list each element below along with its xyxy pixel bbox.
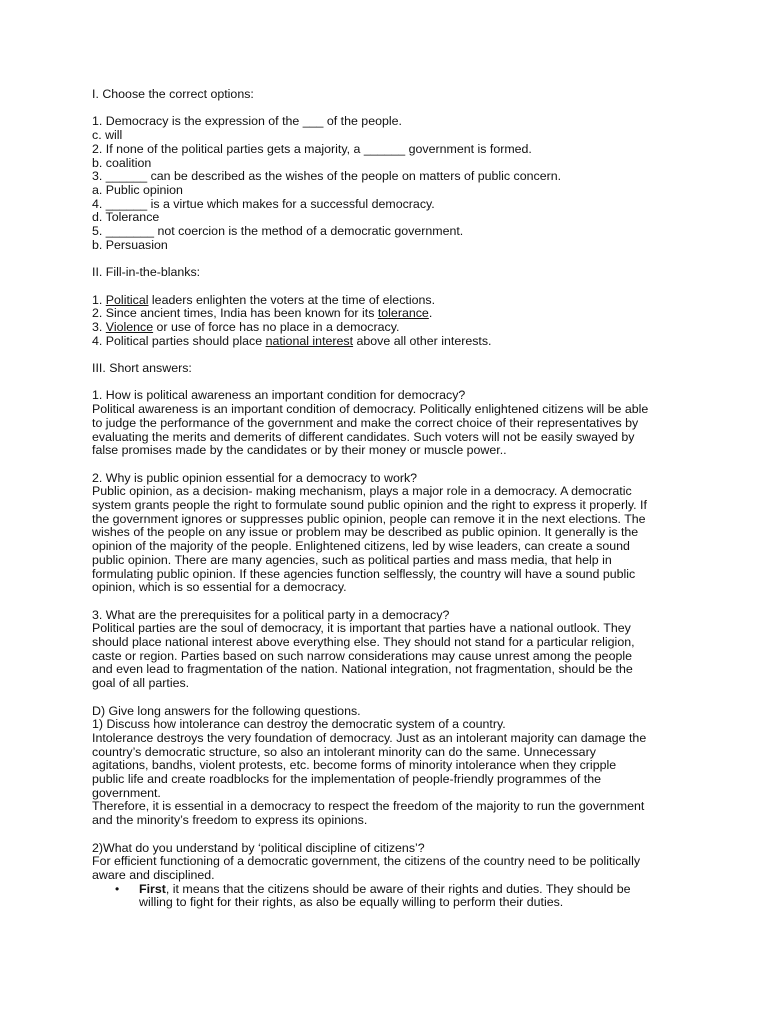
short-question-2: 2. Why is public opinion essential for a democracy to work? xyxy=(92,470,418,485)
answer-line: Political awareness is an important condition of democracy. Politically enlightened citizens will be able xyxy=(92,402,649,417)
fill-blank-answer: national interest xyxy=(265,333,354,348)
answer-line: evaluating the merits and demerits of different candidates. Such voters will not be easily swayed by xyxy=(92,429,635,444)
answer-line: opinion, which is so essential for a democracy. xyxy=(92,580,347,595)
mcq-answer-2: b. coalition xyxy=(92,155,152,170)
fill-blank-answer: tolerance xyxy=(377,306,429,321)
answer-line: agitations, bandhs, violent protests, etc. become forms of minority intolerance when they cripple xyxy=(92,758,617,773)
document-page xyxy=(92,88,684,910)
short-question-3: 3. What are the prerequisites for a political party in a democracy? xyxy=(92,607,450,622)
answer-line: aware and disciplined. xyxy=(92,867,215,882)
bullet-line xyxy=(139,883,684,897)
bullet-item xyxy=(92,883,684,910)
mcq-question-3: 3. ______ can be described as the wishes of the people on matters of public concern. xyxy=(92,169,562,184)
mcq-question-5: 5. _______ not coercion is the method of a democratic government. xyxy=(92,224,464,239)
long-question-2: 2)What do you understand by ‘political discipline of citizens’? xyxy=(92,840,425,855)
long-question-1: 1) Discuss how intolerance can destroy the democratic system of a country. xyxy=(92,717,506,732)
fill-blank-text: 2. Since ancient times, India has been known for its xyxy=(92,306,378,321)
answer-line: false promises made by the candidates or by their money or muscle power.. xyxy=(92,443,507,458)
answer-line: Intolerance destroys the very foundation of democracy. Just as an intolerant majority can damage the xyxy=(92,730,647,745)
answer-line: Public opinion, as a decision- making mechanism, plays a major role in a democracy. A democratic xyxy=(92,484,632,499)
answer-line: to judge the performance of the government and make the correct choice of their representatives by xyxy=(92,415,639,430)
answer-line: system grants people the right to formulate sound public opinion and the right to express it properly. If xyxy=(92,498,647,512)
mcq-question-2: 2. If none of the political parties gets a majority, a ______ government is formed. xyxy=(92,141,532,156)
fill-blank-text: . xyxy=(428,306,433,321)
fill-blank-answer: Political xyxy=(105,292,149,307)
short-question-1: 1. How is political awareness an important condition for democracy? xyxy=(92,388,466,403)
fill-blank-answer: Violence xyxy=(105,319,154,334)
bullet-text: , it means that the citizens should be aware of their rights and duties. They should be xyxy=(165,881,631,896)
answer-line: opinion of the majority of the people. Enlightened citizens, led by wise leaders, can create a sound xyxy=(92,539,630,554)
fill-blank-text: 4. Political parties should place xyxy=(92,333,266,348)
answer-line: country’s democratic structure, so also an intolerant minority can do the same. Unnecessary xyxy=(92,744,596,759)
fill-blank-text: or use of force has no place in a democracy. xyxy=(153,319,400,334)
answer-line: should place national interest above everything else. They should not stand for a particular religion, xyxy=(92,635,635,650)
fill-blank-text: 3. xyxy=(92,319,106,334)
fill-blank-1 xyxy=(92,294,684,308)
bullet-line: willing to fight for their rights, as also be equally willing to perform their duties. xyxy=(139,895,564,910)
answer-line: Therefore, it is essential in a democracy to respect the freedom of the majority to run the government xyxy=(92,799,645,814)
section-2-heading: II. Fill-in-the-blanks: xyxy=(92,265,201,280)
answer-line: public life and create roadblocks for the implementation of people-friendly programmes of the xyxy=(92,772,601,787)
mcq-answer-3: a. Public opinion xyxy=(92,182,183,197)
answer-line: and the minority’s freedom to express its opinions. xyxy=(92,813,368,828)
mcq-question-1: 1. Democracy is the expression of the ___ of the people. xyxy=(92,114,402,129)
answer-line: For efficient functioning of a democratic government, the citizens of the country need to be politically xyxy=(92,854,641,869)
section-3-heading: III. Short answers: xyxy=(92,361,192,375)
answer-line: caste or region. Parties based on such narrow considerations may cause unrest among the people xyxy=(92,648,632,663)
mcq-answer-1: c. will xyxy=(92,128,123,143)
fill-blank-text: leaders enlighten the voters at the time of elections. xyxy=(148,292,436,307)
fill-blank-text: 1. xyxy=(92,292,106,307)
answer-line: public opinion. There are many agencies, such as political parties and mass media, that help in xyxy=(92,552,612,567)
fill-blank-2 xyxy=(92,307,684,321)
fill-blank-text: above all other interests. xyxy=(353,333,492,348)
section-1-heading: I. Choose the correct options: xyxy=(92,87,254,101)
bullet-bold-text: First xyxy=(139,881,166,896)
answer-line: the government ignores or suppresses public opinion, people can remove it in the next elections. The xyxy=(92,511,646,526)
answer-line: formulating public opinion. If these agencies function selflessly, the country will have a sound public xyxy=(92,566,636,581)
mcq-answer-5: b. Persuasion xyxy=(92,237,168,252)
bullet-icon: • xyxy=(115,881,120,896)
fill-blank-3 xyxy=(92,321,684,335)
answer-line: and even lead to fragmentation of the nation. National integration, not fragmentation, should be the xyxy=(92,662,633,677)
answer-line: government. xyxy=(92,785,161,800)
mcq-question-4: 4. ______ is a virtue which makes for a successful democracy. xyxy=(92,196,435,211)
answer-line: Political parties are the soul of democracy, it is important that parties have a national outlook. They xyxy=(92,621,631,636)
section-4-heading: D) Give long answers for the following questions. xyxy=(92,703,361,718)
answer-line: wishes of the people on any issue or problem may be described as public opinion. It generally is the xyxy=(92,525,639,540)
answer-line: goal of all parties. xyxy=(92,676,190,691)
mcq-answer-4: d. Tolerance xyxy=(92,210,160,225)
fill-blank-4 xyxy=(92,335,684,349)
